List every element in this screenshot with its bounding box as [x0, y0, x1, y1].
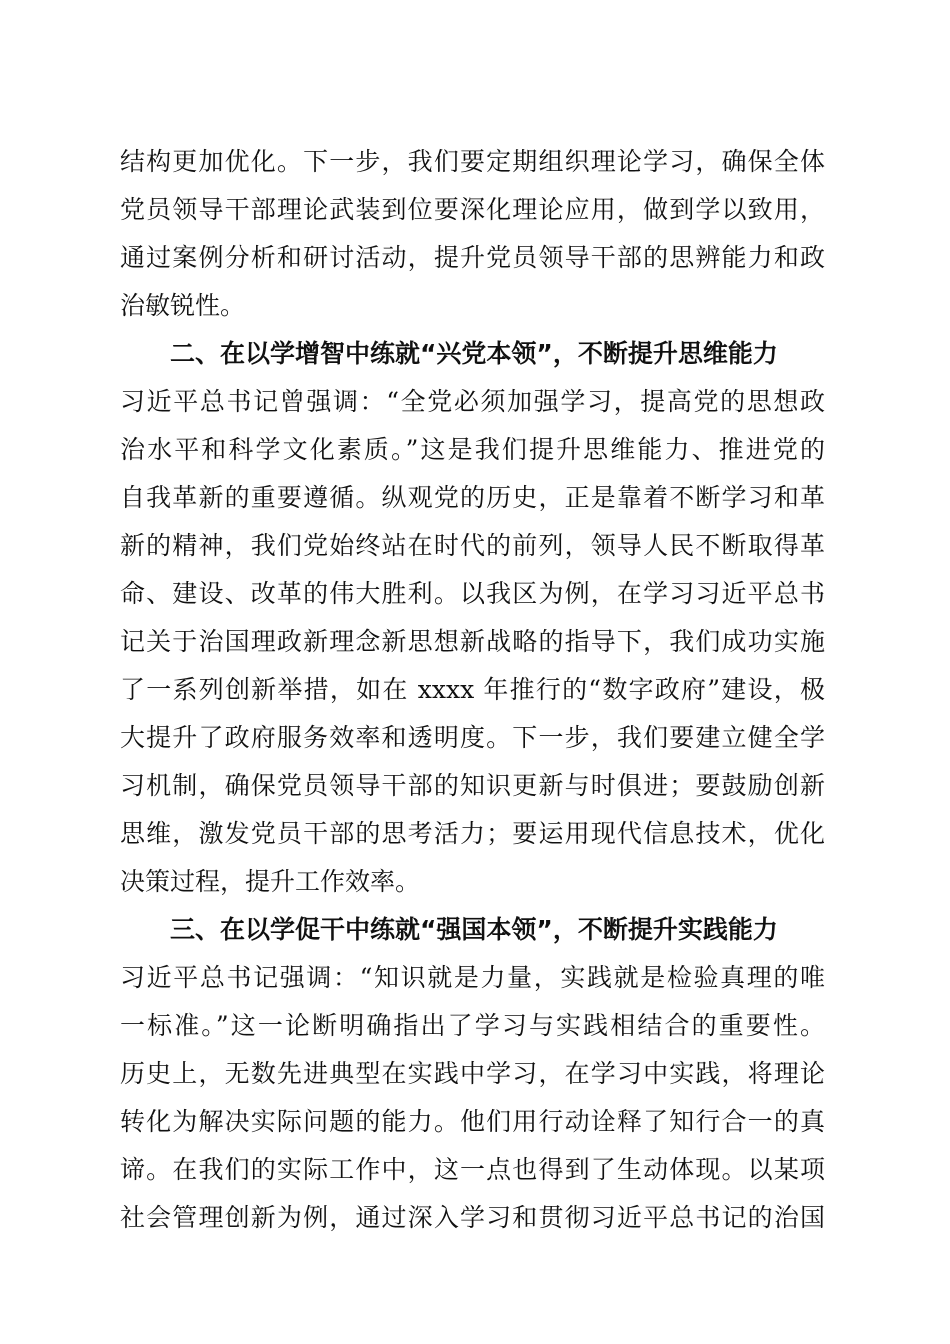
- text-line: 治水平和科学文化素质。”这是我们提升思维能力、推进党的: [120, 435, 825, 464]
- paragraph-3: [120, 954, 825, 1242]
- section-heading-2: 二、在以学增智中练就“兴党本领”，不断提升思维能力: [170, 339, 778, 368]
- text-line: 党员领导干部理论武装到位要深化理论应用，做到学以致用，: [120, 195, 825, 224]
- text-line: 习机制，确保党员领导干部的知识更新与时俱进；要鼓励创新: [120, 771, 825, 800]
- text-line: 通过案例分析和研讨活动，提升党员领导干部的思辨能力和政: [120, 243, 825, 272]
- text-line: 习近平总书记曾强调：“全党必须加强学习，提高党的思想政: [120, 387, 825, 416]
- text-line: 治敏锐性。: [120, 291, 246, 320]
- text-line: 了一系列创新举措，如在 xxxx 年推行的“数字政府”建设，极: [120, 675, 825, 704]
- text-line: 思维，激发党员干部的思考活力；要运用现代信息技术，优化: [120, 819, 825, 848]
- section-heading-3: 三、在以学促干中练就“强国本领”，不断提升实践能力: [170, 915, 778, 944]
- text-line: 习近平总书记强调：“知识就是力量，实践就是检验真理的唯: [120, 963, 825, 992]
- text-line: 转化为解决实际问题的能力。他们用行动诠释了知行合一的真: [120, 1107, 825, 1136]
- paragraph-2: [120, 378, 825, 906]
- text-line: 决策过程，提升工作效率。: [120, 867, 421, 896]
- text-line: 历史上，无数先进典型在实践中学习，在学习中实践，将理论: [120, 1059, 825, 1088]
- paragraph-1: [120, 138, 825, 330]
- text-line: 新的精神，我们党始终站在时代的前列，领导人民不断取得革: [120, 531, 825, 560]
- text-line: 自我革新的重要遵循。纵观党的历史，正是靠着不断学习和革: [120, 483, 825, 512]
- text-line: 结构更加优化。下一步，我们要定期组织理论学习，确保全体: [120, 147, 825, 176]
- text-line: 谛。在我们的实际工作中，这一点也得到了生动体现。以某项: [120, 1155, 825, 1184]
- text-line: 社会管理创新为例，通过深入学习和贯彻习近平总书记的治国: [120, 1203, 825, 1232]
- text-line: 记关于治国理政新理念新思想新战略的指导下，我们成功实施: [120, 627, 825, 656]
- text-line: 命、建设、改革的伟大胜利。以我区为例，在学习习近平总书: [120, 579, 825, 608]
- text-line: 大提升了政府服务效率和透明度。下一步，我们要建立健全学: [120, 723, 825, 752]
- text-line: 一标准。”这一论断明确指出了学习与实践相结合的重要性。: [120, 1011, 825, 1040]
- document-body: [120, 138, 825, 1242]
